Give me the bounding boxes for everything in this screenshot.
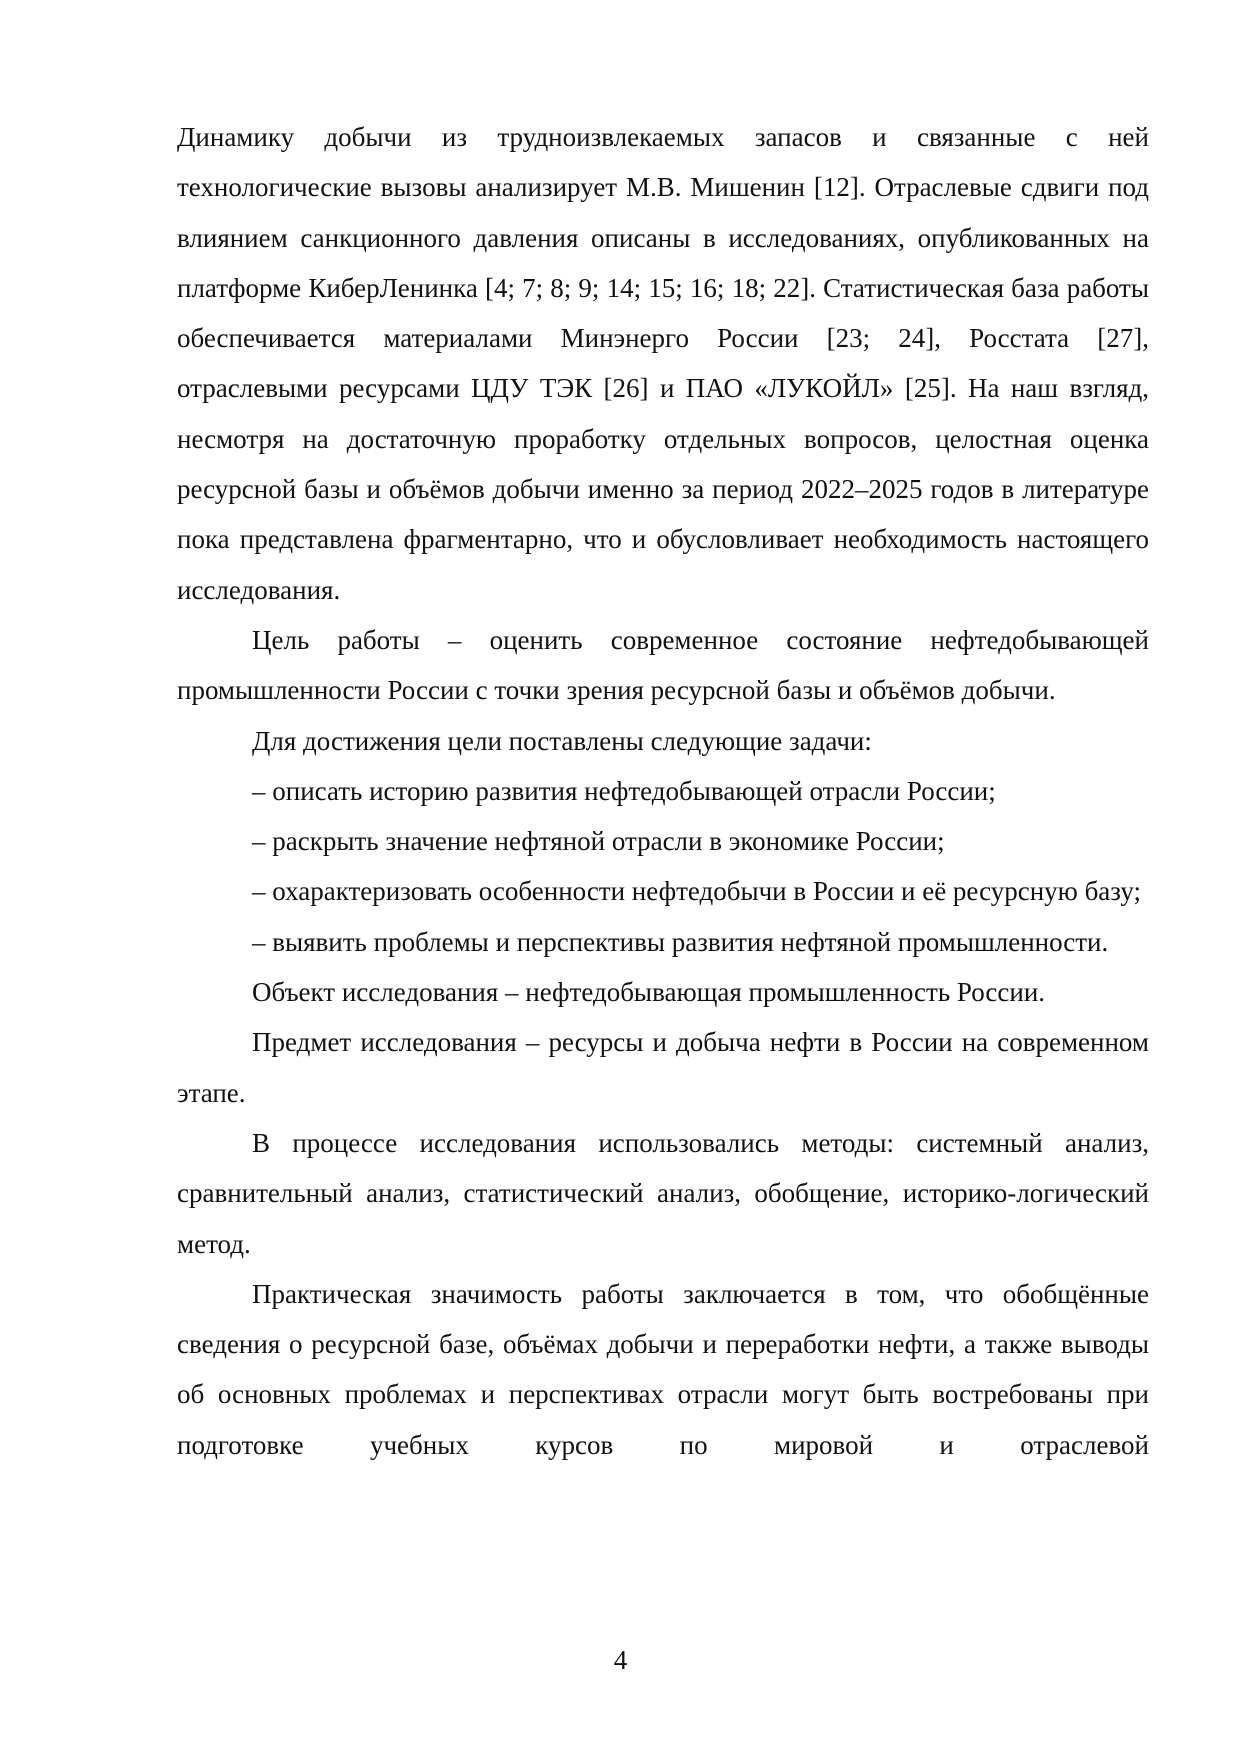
paragraph-subject: Предмет исследования – ресурсы и добыча нефти в России на современном этапе. [177,1027,1149,1108]
list-item-task: – охарактеризовать особенности нефтедобычи в России и её ресурсную базу; [252,876,1142,907]
paragraph-object: Объект исследования – нефтедобывающая промышленность России. [252,977,1046,1008]
paragraph-literature-review: Динамику добычи из трудноизвлекаемых запасов и связанные с ней технологические вызовы анализирует М.В. Мишенин [12]. Отраслевые сдвиги под влиянием санкционного давления описаны в исследованиях, опубликованных на платформе КиберЛенинка [4; 7; 8; 9; 14; 15; 16; 18; 22]. Статистическая база работы обеспечивается материалами Минэнерго России [23; 24], Росстата [27], отраслевыми ресурсами ЦДУ ТЭК [26] и ПАО «ЛУКОЙЛ» [25]. На наш взгляд, несмотря на достаточную проработку отдельных вопросов, целостная оценка ресурсной базы и объёмов добычи именно за период 2022–2025 годов в литературе пока представлена фрагментарно, что и обусловливает необходимость настоящего исследования. [177,122,1149,605]
paragraph-goal: Цель работы – оценить современное состояние нефтедобывающей промышленности России с точки зрения ресурсной базы и объёмов добычи. [177,624,1149,706]
paragraph-practical-significance: Практическая значимость работы заключается в том, что обобщённые сведения о ресурсной базе, объёмах добычи и переработки нефти, а также выводы об основных проблемах и перспективах отрасли могут быть востребованы при подготовке учебных курсов по мировой и отраслевой [177,1278,1149,1460]
paragraph-tasks-intro: Для достижения цели поставлены следующие задачи: [252,725,872,756]
list-item-task: – выявить проблемы и перспективы развития нефтяной промышленности. [252,926,1109,957]
list-item-task: – описать историю развития нефтедобывающей отрасли России; [252,775,996,806]
document-body [177,112,1149,1470]
paragraph-methods: В процессе исследования использовались методы: системный анализ, сравнительный анализ, статистический анализ, обобщение, историко-логический метод. [177,1127,1149,1259]
page-number: 4 [613,1645,628,1675]
list-item-task: – раскрыть значение нефтяной отрасли в экономике России; [252,826,945,857]
